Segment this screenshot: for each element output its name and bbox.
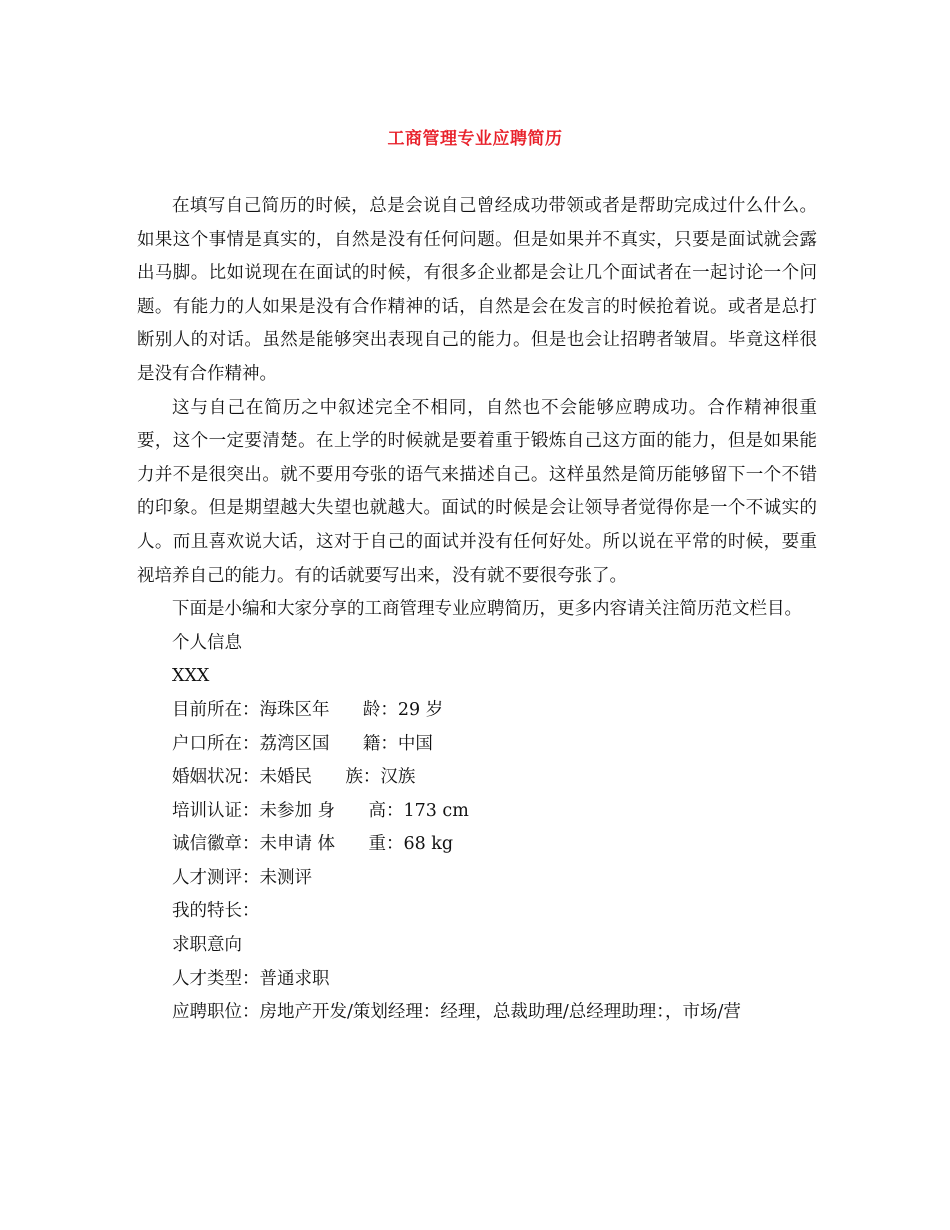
section-heading-job-intention: 求职意向: [172, 935, 242, 956]
section-heading-personal-info: 个人信息: [172, 632, 242, 653]
info-line-location-age: 目前所在：海珠区年 龄：29 岁: [172, 699, 444, 720]
info-line-talent-type: 人才类型：普通求职: [172, 968, 330, 989]
paragraph-2: 这与自己在简历之中叙述完全不相同，自然也不会能够应聘成功。合作精神很重要，这个一定要清楚。在上学的时候就是要着重于锻炼自己这方面的能力，但是如果能力并不是很突出。就不要用夸张的语气来描述自己。这样虽然是简历能够留下一个不错的印象。但是期望越大失望也就越大。面试的时候是会让领导者觉得你是一个不诚实的人。而且喜欢说大话，这对于自己的面试并没有任何好处。所以说在平常的时候，要重视培养自己的能力。有的话就要写出来，没有就不要很夸张了。: [137, 397, 817, 586]
paragraph-3: 下面是小编和大家分享的工商管理专业应聘简历，更多内容请关注简历范文栏目。: [172, 599, 802, 620]
info-line-badge-weight: 诚信徽章：未申请 体 重：68 kg: [172, 834, 454, 855]
info-line-hukou-nationality: 户口所在：荔湾区国 籍：中国: [172, 733, 433, 754]
info-line-marital-ethnicity: 婚姻状况：未婚民 族：汉族: [172, 767, 416, 788]
info-line-training-height: 培训认证：未参加 身 高：173 cm: [172, 800, 469, 821]
paragraph-1: 在填写自己简历的时候，总是会说自己曾经成功带领或者是帮助完成过什么什么。如果这个事情是真实的，自然是没有任何问题。但是如果并不真实，只要是面试就会露出马脚。比如说现在在面试的时候，有很多企业都是会让几个面试者在一起讨论一个问题。有能力的人如果是没有合作精神的话，自然是会在发言的时候抢着说。或者是总打断别人的对话。虽然是能够突出表现自己的能力。但是也会让招聘者皱眉。毕竟这样很是没有合作精神。: [137, 196, 817, 384]
document-body: [137, 190, 817, 1030]
document-title: 工商管理专业应聘简历: [387, 129, 563, 149]
name-line: XXX: [172, 666, 210, 687]
info-line-specialty: 我的特长：: [172, 901, 260, 922]
info-line-assessment: 人才测评：未测评: [172, 867, 312, 888]
info-line-position: 应聘职位：房地产开发/策划经理：经理，总裁助理/总经理助理：，市场/营: [172, 1002, 741, 1023]
